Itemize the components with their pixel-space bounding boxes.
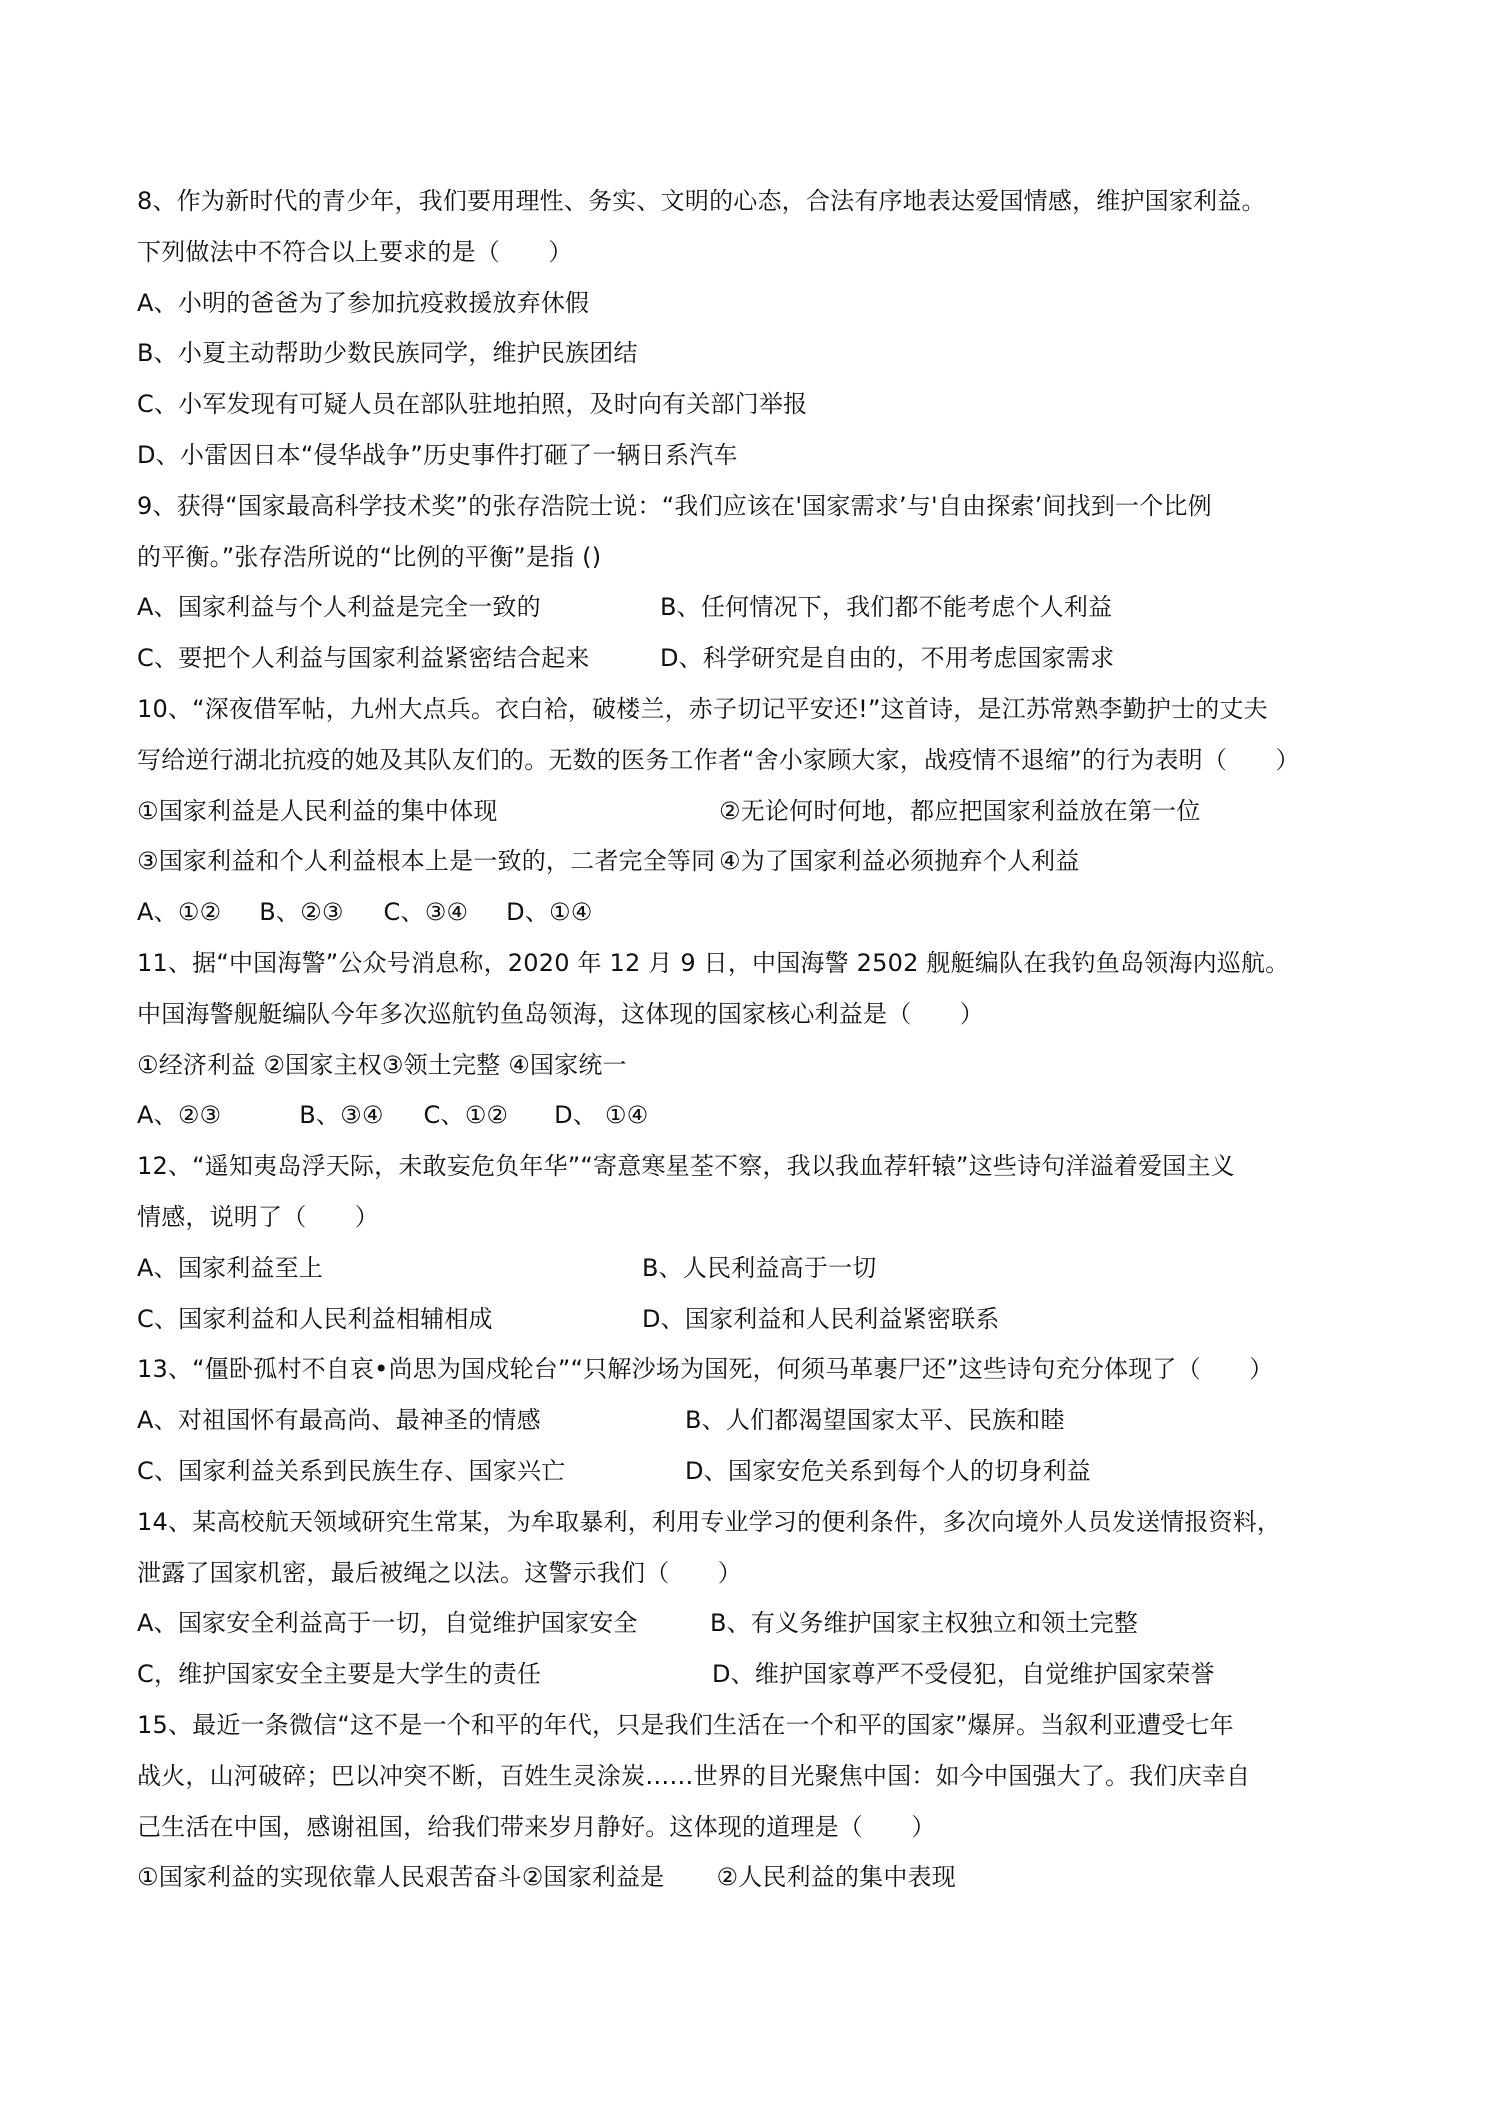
question-10-option-c: C、③④ bbox=[383, 898, 469, 927]
question-11-option-c: C、①② bbox=[423, 1101, 509, 1130]
question-8-option-b: B、小夏主动帮助少数民族同学，维护民族团结 bbox=[137, 339, 638, 368]
question-8-option-a: A、小明的爸爸为了参加抗疫救援放弃休假 bbox=[137, 288, 590, 317]
question-10-statement-2: ②无论何时何地，都应把国家利益放在第一位 bbox=[719, 796, 1201, 825]
question-9-options-row-2 bbox=[137, 633, 1352, 684]
question-12-option-d: D、国家利益和人民利益紧密联系 bbox=[642, 1304, 1000, 1333]
question-12-option-b: B、人民利益高于一切 bbox=[642, 1253, 877, 1282]
question-8-option-c: C、小军发现有可疑人员在部队驻地拍照，及时向有关部门举报 bbox=[137, 390, 808, 419]
question-11-option-b: B、③④ bbox=[299, 1101, 384, 1130]
question-13-option-c: C、国家利益关系到民族生存、国家兴亡 bbox=[137, 1456, 566, 1485]
question-14-options-row-1 bbox=[137, 1598, 1352, 1649]
question-9-option-a: A、国家利益与个人利益是完全一致的 bbox=[137, 593, 541, 622]
question-10-option-b: B、②③ bbox=[259, 898, 344, 927]
question-11-option-a: A、②③ bbox=[137, 1101, 222, 1130]
question-14-stem-line-2: 泄露了国家机密，最后被绳之以法。这警示我们（ ） bbox=[137, 1558, 742, 1587]
question-14-option-b: B、有义务维护国家主权独立和领土完整 bbox=[710, 1609, 1139, 1638]
question-13-option-d: D、国家安危关系到每个人的切身利益 bbox=[685, 1456, 1091, 1485]
question-10-statements-row-2 bbox=[137, 836, 1352, 887]
question-11-stem-line-2: 中国海警舰艇编队今年多次巡航钓鱼岛领海，这体现的国家核心利益是（ ） bbox=[137, 999, 984, 1028]
question-9-stem-line-2: 的平衡。”张存浩所说的“比例的平衡”是指 () bbox=[137, 542, 602, 571]
question-15-statement-2: ②人民利益的集中表现 bbox=[716, 1863, 956, 1892]
question-14-option-a: A、国家安全利益高于一切，自觉维护国家安全 bbox=[137, 1609, 638, 1638]
question-8-stem-line-2: 下列做法中不符合以上要求的是（ ） bbox=[137, 237, 573, 266]
question-14 bbox=[137, 1497, 1352, 1700]
question-15 bbox=[137, 1700, 1352, 1903]
question-11 bbox=[137, 938, 1352, 1141]
question-11-statements: ①经济利益 ②国家主权③领土完整 ④国家统一 bbox=[137, 1050, 627, 1079]
question-8 bbox=[137, 176, 1352, 481]
question-12-options-row-1 bbox=[137, 1243, 1352, 1294]
question-10-statement-1: ①国家利益是人民利益的集中体现 bbox=[137, 796, 498, 825]
question-12-option-c: C、国家利益和人民利益相辅相成 bbox=[137, 1304, 493, 1333]
question-13-options-row-2 bbox=[137, 1446, 1352, 1497]
question-15-stem-line-3: 己生活在中国，感谢祖国，给我们带来岁月静好。这体现的道理是（ ） bbox=[137, 1812, 936, 1841]
question-12-stem-line-1: 12、“遥知夷岛浮天际，未敢妄危负年华”“寄意寒星荃不察，我以我血荐轩辕”这些诗句洋溢着爱国主义 bbox=[137, 1152, 1235, 1181]
question-9-options-row-1 bbox=[137, 582, 1352, 633]
question-13-options-row-1 bbox=[137, 1395, 1352, 1446]
question-14-option-c: C，维护国家安全主要是大学生的责任 bbox=[137, 1660, 542, 1689]
question-11-stem-line-1: 11、据“中国海警”公众号消息称，2020 年 12 月 9 日，中国海警 2502 舰艇编队在我钓鱼岛领海内巡航。 bbox=[137, 948, 1290, 977]
question-10 bbox=[137, 684, 1352, 938]
question-9 bbox=[137, 481, 1352, 684]
question-12-option-a: A、国家利益至上 bbox=[137, 1253, 324, 1282]
question-14-options-row-2 bbox=[137, 1649, 1352, 1700]
question-10-statements-row-1 bbox=[137, 786, 1352, 837]
question-8-stem-line-1: 8、作为新时代的青少年，我们要用理性、务实、文明的心态，合法有序地表达爱国情感，维护国家利益。 bbox=[137, 187, 1266, 215]
question-10-option-d: D、①④ bbox=[506, 898, 593, 927]
question-11-options bbox=[137, 1090, 1352, 1141]
question-9-option-c: C、要把个人利益与国家利益紧密结合起来 bbox=[137, 644, 590, 673]
question-15-statements bbox=[137, 1852, 1352, 1903]
question-10-option-a: A、①② bbox=[137, 898, 222, 927]
question-13 bbox=[137, 1344, 1352, 1496]
question-10-statement-4: ④为了国家利益必须抛弃个人利益 bbox=[719, 847, 1080, 876]
question-14-stem-line-1: 14、某高校航天领域研究生常某，为牟取暴利，利用专业学习的便利条件，多次向境外人员发送情报资料， bbox=[137, 1507, 1282, 1536]
question-10-options bbox=[137, 887, 1352, 938]
question-10-statement-3: ③国家利益和个人利益根本上是一致的，二者完全等同 bbox=[137, 847, 716, 876]
question-15-stem-line-1: 15、最近一条微信“这不是一个和平的年代，只是我们生活在一个和平的国家”爆屏。当叙利亚遭受七年 bbox=[137, 1710, 1234, 1739]
question-13-stem-line-1: 13、“僵卧孤村不自哀•尚思为国戍轮台”“只解沙场为国死，何须马革裹尸还”这些诗句充分体现了（ ） bbox=[137, 1355, 1274, 1384]
question-15-stem-line-2: 战火，山河破碎；巴以冲突不断，百姓生灵涂炭……世界的目光聚焦中国：如今中国强大了。我们庆幸自 bbox=[137, 1761, 1251, 1790]
question-13-option-b: B、人们都渴望国家太平、民族和睦 bbox=[685, 1406, 1065, 1435]
question-12 bbox=[137, 1141, 1352, 1344]
question-13-option-a: A、对祖国怀有最高尚、最神圣的情感 bbox=[137, 1406, 541, 1435]
question-9-stem-line-1: 9、获得“国家最高科学技术奖”的张存浩院士说：“我们应该在'国家需求’与'自由探索’间找到一个比例 bbox=[137, 491, 1212, 520]
question-14-option-d: D、维护国家尊严不受侵犯，自觉维护国家荣誉 bbox=[712, 1660, 1215, 1689]
question-9-option-b: B、任何情况下，我们都不能考虑个人利益 bbox=[660, 593, 1113, 622]
question-12-options-row-2 bbox=[137, 1294, 1352, 1345]
question-9-option-d: D、科学研究是自由的，不用考虑国家需求 bbox=[660, 644, 1115, 673]
question-12-stem-line-2: 情感，说明了（ ） bbox=[137, 1202, 379, 1231]
question-10-stem-line-2: 写给逆行湖北抗疫的她及其队友们的。无数的医务工作者“舍小家顾大家，战疫情不退缩”的行为表明（ ） bbox=[137, 745, 1300, 774]
question-10-stem-line-1: 10、“深夜借军帖，九州大点兵。衣白袷，破楼兰，赤子切记平安还!”这首诗，是江苏常熟李勤护士的丈夫 bbox=[137, 694, 1268, 723]
question-15-statement-1: ①国家利益的实现依靠人民艰苦奋斗②国家利益是 bbox=[137, 1863, 665, 1892]
question-11-option-d: D、 ①④ bbox=[554, 1101, 649, 1130]
question-8-option-d: D、小雷因日本“侵华战争”历史事件打砸了一辆日系汽车 bbox=[137, 440, 738, 469]
